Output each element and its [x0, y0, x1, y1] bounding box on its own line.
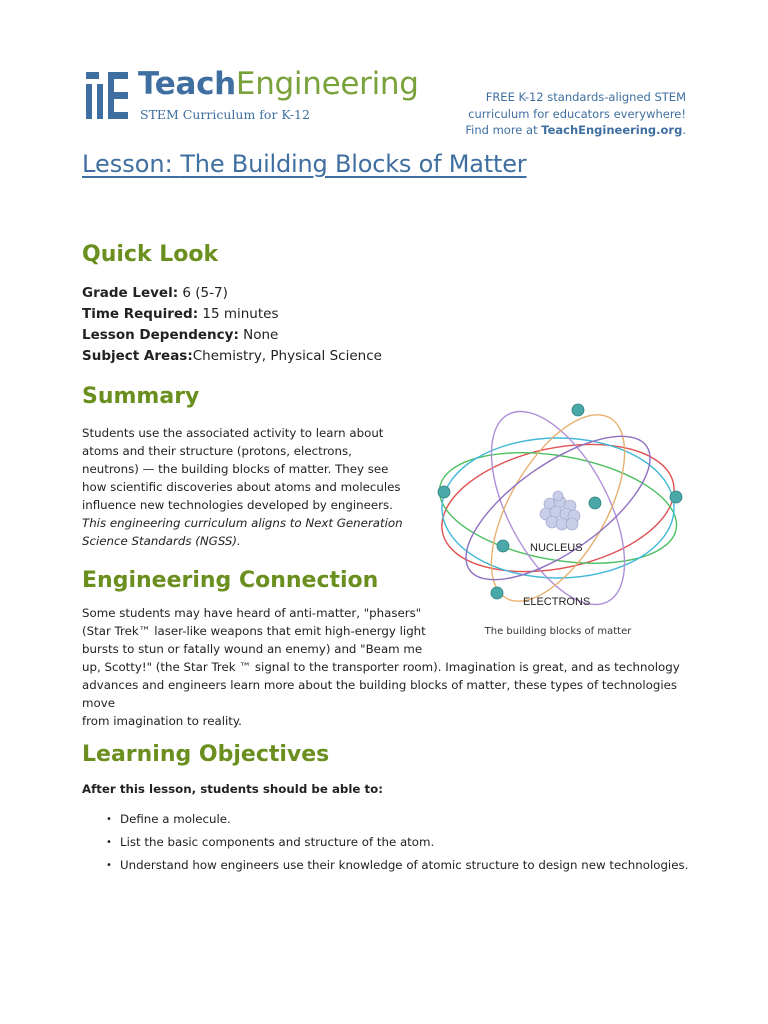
electrons-label: ELECTRONS	[523, 596, 591, 608]
lesson-title[interactable]	[82, 150, 526, 178]
summary-heading: Summary	[82, 384, 200, 409]
grade-level-row	[82, 283, 382, 304]
figure-caption: The building blocks of matter	[484, 626, 632, 637]
logo-teach: Teach	[138, 66, 236, 102]
logo-tagline: STEM Curriculum for K-12	[140, 107, 310, 122]
teachengineering-logo[interactable]	[84, 66, 444, 126]
eng-line-5: advances and engineers learn more about the building blocks of matter, these types of technologies move	[82, 678, 678, 710]
promo-line-2: curriculum for educators everywhere!	[468, 106, 686, 121]
lesson-name: The Building Blocks of Matter	[180, 150, 527, 178]
eng-line-3: bursts to stun or fatally wound an enemy) and "Beam me	[82, 642, 423, 656]
logo-wordmark	[138, 66, 419, 102]
promo-link[interactable]: TeachEngineering.org	[541, 123, 683, 137]
nucleus-label: NUCLEUS	[530, 542, 583, 554]
time-required-row	[82, 304, 382, 325]
subject-areas-label: Subject Areas:	[82, 348, 193, 364]
lesson-dependency-value: None	[238, 327, 279, 343]
eng-line-6: from imagination to reality.	[82, 714, 242, 728]
promo-line-3	[456, 122, 686, 139]
eng-line-4: up, Scotty!" (the Star Trek ™ signal to the transporter room). Imagination is great, and as technology	[82, 660, 680, 674]
atom-figure	[432, 400, 684, 616]
time-required-value: 15 minutes	[198, 306, 279, 322]
subject-areas-row	[82, 346, 382, 367]
summary-paragraph: Students use the associated activity to learn about atoms and their structure (protons, electrons, neutrons) — the building blocks of matter. They see how scientific discoveries about atoms and molecules influence new technologies developed by engineers.	[82, 426, 401, 512]
grade-level-value: 6 (5-7)	[178, 285, 228, 301]
lesson-prefix: Lesson:	[82, 150, 181, 178]
promo-text	[456, 89, 686, 139]
list-item: • Define a molecule.	[106, 808, 688, 831]
time-required-label: Time Required:	[82, 306, 199, 322]
subject-areas-value: Chemistry, Physical Science	[192, 348, 382, 364]
atom-diagram	[432, 400, 684, 616]
promo-prefix: Find more at	[465, 123, 542, 137]
list-item: • Understand how engineers use their knowledge of atomic structure to design new technologies.	[106, 854, 688, 877]
engineering-connection-text	[82, 604, 702, 730]
eng-line-2: (Star Trek™ laser-like weapons that emit high-energy light	[82, 624, 426, 638]
lesson-dependency-row	[82, 325, 382, 346]
summary-text	[82, 424, 412, 550]
quick-look-heading: Quick Look	[82, 242, 219, 267]
nucleus	[540, 491, 580, 530]
quick-look-list	[82, 283, 382, 367]
ngss-note: This engineering curriculum aligns to Next Generation Science Standards (NGSS).	[82, 516, 403, 548]
engineering-connection-heading: Engineering Connection	[82, 568, 379, 593]
lesson-dependency-label: Lesson Dependency:	[82, 327, 239, 343]
logo-engineering: Engineering	[235, 66, 419, 102]
learning-objectives-heading: Learning Objectives	[82, 742, 330, 767]
objectives-intro: After this lesson, students should be able to:	[82, 782, 383, 796]
grade-level-label: Grade Level:	[82, 285, 179, 301]
logo-mark-icon	[84, 72, 130, 120]
promo-line-1: FREE K-12 standards-aligned STEM	[485, 90, 686, 104]
promo-suffix: .	[682, 123, 686, 137]
list-item: • List the basic components and structure of the atom.	[106, 831, 688, 854]
objectives-list	[106, 808, 688, 877]
eng-line-1: Some students may have heard of anti-matter, "phasers"	[82, 606, 422, 620]
